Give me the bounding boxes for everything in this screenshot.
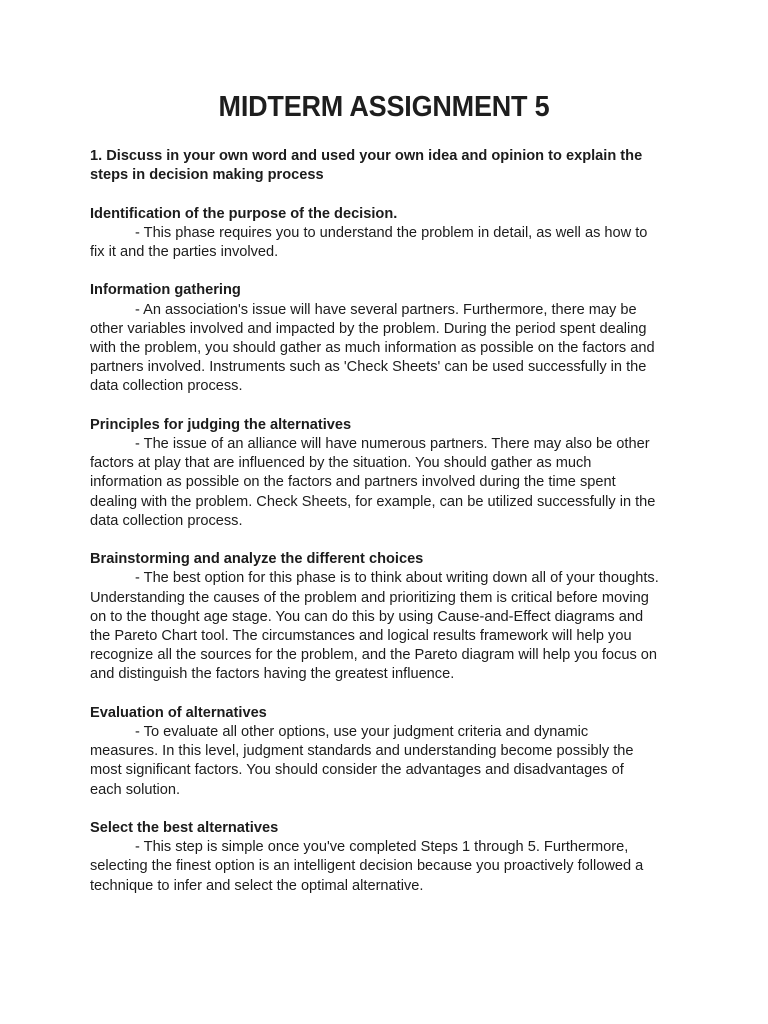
section-identification bbox=[90, 205, 690, 263]
section-body bbox=[90, 224, 690, 262]
body-line: most significant factors. You should consider the advantages and disadvantages of bbox=[90, 762, 624, 779]
section-principles bbox=[90, 416, 690, 531]
body-line: and distinguish the factors having the greatest influence. bbox=[90, 666, 455, 683]
body-line: - The best option for this phase is to think about writing down all of your thoughts. bbox=[135, 570, 659, 587]
document-body bbox=[90, 147, 690, 915]
body-line: - An association's issue will have several partners. Furthermore, there may be bbox=[135, 301, 637, 318]
section-evaluation bbox=[90, 704, 690, 800]
body-line: measures. In this level, judgment standards and understanding become possibly the bbox=[90, 743, 634, 760]
body-line: - This step is simple once you've completed Steps 1 through 5. Furthermore, bbox=[135, 839, 629, 856]
question-line: 1. Discuss in your own word and used your own idea and opinion to explain the bbox=[90, 148, 643, 164]
body-line: each solution. bbox=[90, 781, 181, 798]
section-heading: Information gathering bbox=[90, 282, 241, 299]
body-line: other variables involved and impacted by the problem. During the period spent dealing bbox=[90, 320, 647, 337]
section-body bbox=[90, 569, 690, 684]
body-line: - To evaluate all other options, use your judgment criteria and dynamic bbox=[135, 724, 589, 741]
section-heading: Select the best alternatives bbox=[90, 820, 279, 837]
body-line: factors at play that are influenced by the situation. You should gather as much bbox=[90, 455, 592, 472]
body-line: technique to infer and select the optimal alternative. bbox=[90, 877, 424, 894]
section-heading: Brainstorming and analyze the different choices bbox=[90, 551, 424, 568]
body-line: Understanding the causes of the problem and prioritizing them is critical before moving bbox=[90, 589, 649, 606]
section-body bbox=[90, 301, 690, 397]
question-line: steps in decision making process bbox=[90, 167, 324, 184]
body-line: information as possible on the factors and partners involved during the time spent bbox=[90, 474, 616, 491]
section-body bbox=[90, 723, 690, 800]
body-line: dealing with the problem. Check Sheets, for example, can be utilized successfully in the bbox=[90, 493, 656, 510]
section-brainstorming bbox=[90, 550, 690, 684]
section-body bbox=[90, 838, 690, 896]
section-heading: Evaluation of alternatives bbox=[90, 704, 267, 721]
body-line: data collection process. bbox=[90, 512, 243, 529]
body-line: - The issue of an alliance will have numerous partners. There may also be other bbox=[135, 436, 650, 452]
body-line: the Pareto Chart tool. The circumstances and logical results framework will help you bbox=[90, 628, 632, 645]
body-line: selecting the finest option is an intelligent decision because you proactively followed a bbox=[90, 858, 644, 875]
question-prompt bbox=[90, 147, 690, 185]
document-title: MIDTERM ASSIGNMENT 5 bbox=[218, 91, 550, 123]
body-line: data collection process. bbox=[90, 378, 243, 395]
body-line: on to the thought age stage. You can do this by using Cause-and-Effect diagrams and bbox=[90, 608, 644, 625]
section-heading: Principles for judging the alternatives bbox=[90, 416, 352, 433]
section-heading: Identification of the purpose of the decision. bbox=[90, 205, 398, 222]
body-line: fix it and the parties involved. bbox=[90, 244, 279, 260]
body-line: - This phase requires you to understand the problem in detail, as well as how to bbox=[135, 224, 648, 241]
body-line: recognize all the sources for the problem, and the Pareto diagram will help you focus on bbox=[90, 647, 658, 664]
section-information-gathering bbox=[90, 281, 690, 396]
body-line: partners involved. Instruments such as 'Check Sheets' can be used successfully in the bbox=[90, 359, 647, 376]
body-line: with the problem, you should gather as much information as possible on the factors and bbox=[90, 340, 655, 356]
section-body bbox=[90, 435, 690, 531]
section-select-best bbox=[90, 819, 690, 896]
